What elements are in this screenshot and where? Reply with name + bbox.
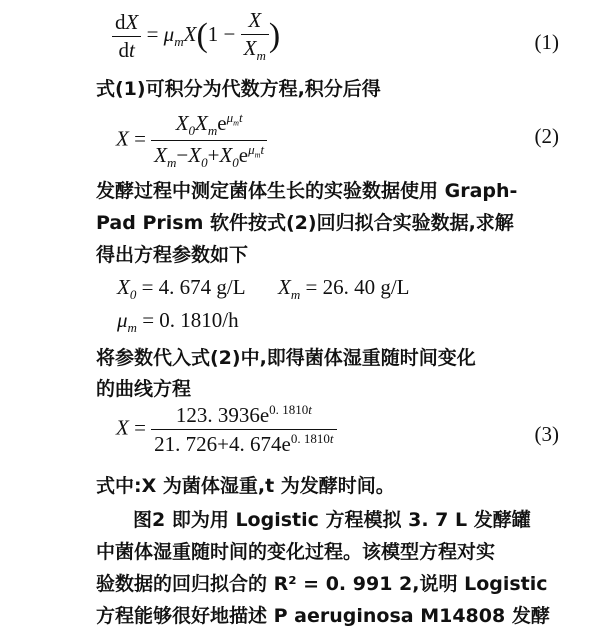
text-line-fit-2: Pad Prism 软件按式(2)回归拟合实验数据,求解 bbox=[96, 212, 514, 234]
logistic-fraction: $\frac{X_0X_me^{\mu_mt}}{X_m-X_0+X_0e^{\mu_mt}}$ bbox=[151, 110, 267, 171]
fitted-fraction: $\frac{123. 3936e^{0. 1810t}}{21. 726+4. 674e^{0. 1810t}}$ bbox=[151, 402, 336, 457]
dxdt-fraction: $\frac{dX}{dt}$ bbox=[112, 10, 141, 63]
paragraph-line-1: 图2 即为用 Logistic 方程模拟 3. 7 L 发酵罐 bbox=[133, 509, 531, 531]
equation-3-number: (3) bbox=[534, 422, 559, 446]
parameter-xm: $X_m = 26$. 40 g/L bbox=[278, 275, 410, 303]
equation-3-denominator: 21. 726+4. 674 bbox=[154, 432, 282, 456]
parameter-x0: $X_0 = 4$. 674 g/L bbox=[117, 275, 246, 303]
paragraph-line-3: 验数据的回归拟合的 R² = 0. 991 2,说明 Logistic bbox=[96, 573, 548, 595]
parameter-x0-value: = 4. 674 g/L bbox=[141, 275, 246, 299]
text-line-substitute-1: 将参数代入式(2)中,即得菌体湿重随时间变化 bbox=[96, 347, 476, 369]
equation-1-number: (1) bbox=[534, 30, 559, 54]
equation-2: X = $\frac{X_0X_me^{\mu_mt}}{X_m-X_0+X_0e^{\mu_mt}}$ bbox=[116, 110, 267, 171]
text-line-where: 式中:X 为菌体湿重,t 为发酵时间。 bbox=[96, 475, 395, 497]
paragraph-line-2: 中菌体湿重随时间的变化过程。该模型方程对实 bbox=[96, 541, 496, 563]
text-line-fit-1: 发酵过程中测定菌体生长的实验数据使用 Graph- bbox=[96, 180, 518, 202]
paragraph-line-4: 方程能够很好地描述 P aeruginosa M14808 发酵 bbox=[96, 605, 550, 627]
parameter-xm-value: = 26. 40 g/L bbox=[305, 275, 410, 299]
parameter-mu: $\mu_m = 0$. 1810/h bbox=[117, 308, 239, 336]
equation-2-number: (2) bbox=[534, 124, 559, 148]
equation-3: X = $\frac{123. 3936e^{0. 1810t}}{21. 726+4. 674e^{0. 1810t}}$ bbox=[116, 402, 337, 457]
equation-1: $\frac{dX}{dt}$ = $\mu_mX(1$ − $\frac{X}{X_m}$ ) bbox=[112, 8, 280, 64]
x-over-xm-fraction: $\frac{X}{X_m}$ bbox=[241, 8, 269, 64]
text-line-integrate: 式(1)可积分为代数方程,积分后得 bbox=[96, 78, 381, 100]
text-line-fit-3: 得出方程参数如下 bbox=[96, 244, 249, 266]
parameter-mu-value: = 0. 1810/h bbox=[142, 308, 239, 332]
text-line-substitute-2: 的曲线方程 bbox=[96, 378, 192, 400]
equation-3-numerator: 123. 3936 bbox=[175, 403, 260, 427]
